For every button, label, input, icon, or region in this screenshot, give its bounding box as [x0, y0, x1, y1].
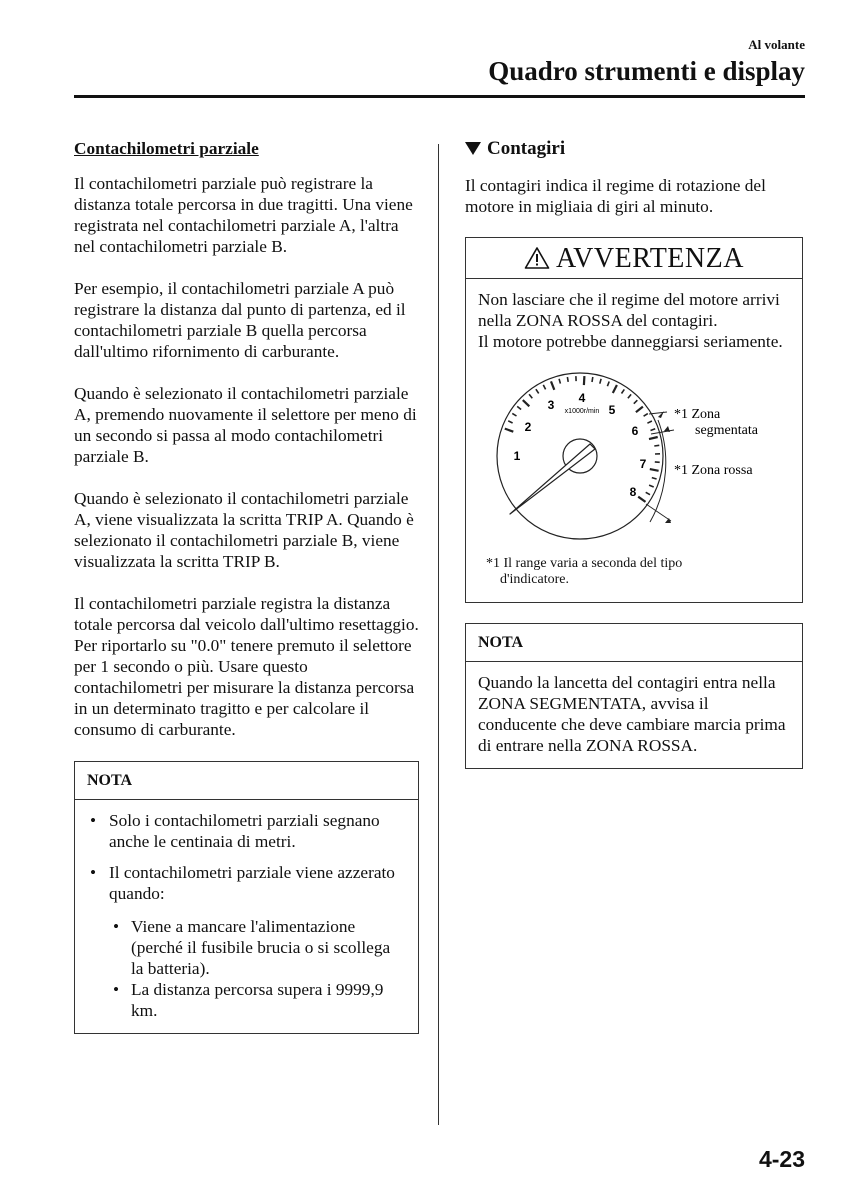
tachometer-diagram — [478, 364, 790, 540]
arc-arrow — [664, 426, 670, 432]
gauge-tick — [529, 394, 532, 398]
gauge-tick — [636, 407, 643, 413]
list-item-text: Solo i contachilometri parziali segnano anche le centinaia di metri. — [109, 811, 380, 851]
note-body — [75, 800, 418, 1033]
gauge-tick — [523, 400, 530, 406]
paragraph: Il contagiri indica il regime di rotazione del motore in migliaia di giri al minuto. — [465, 176, 766, 216]
bullet-list — [87, 810, 406, 1021]
gauge-number: 5 — [608, 403, 616, 417]
gauge-tick — [638, 497, 645, 502]
page-title: Quadro strumenti e display — [488, 56, 805, 86]
header-section: Al volante — [748, 37, 805, 52]
column-divider — [438, 144, 439, 1125]
gauge-tick — [647, 421, 652, 423]
gauge-tick — [622, 389, 625, 393]
list-item — [87, 810, 406, 852]
note-text: Quando la lancetta del contagiri entra nella ZONA SEGMENTATA, avvisa il conducente che deve cambiare marcia prima di entrare nella ZONA ROSSA. — [478, 673, 786, 755]
sub-list-item — [109, 979, 406, 1021]
zone-boundary-line — [649, 412, 667, 414]
gauge-needle — [510, 444, 595, 514]
warning-text: Il motore potrebbe danneggiarsi seriamente. — [478, 332, 783, 351]
gauge-tick — [651, 429, 656, 431]
sub-heading-text: Contagiri — [487, 138, 566, 159]
gauge-tick — [649, 437, 658, 439]
gauge-tick — [646, 492, 650, 494]
footnote — [478, 556, 790, 588]
gauge-tick — [613, 385, 617, 393]
gauge-tick — [649, 485, 654, 487]
gauge-tick — [628, 394, 631, 398]
warning-body — [466, 279, 802, 602]
gauge-number: 3 — [547, 398, 555, 412]
header-rule — [74, 95, 805, 98]
gauge-unit-label: x1000r/min — [564, 408, 600, 415]
gauge-tick — [559, 379, 560, 384]
footnote-line: *1 Il range varia a seconda del tipo — [486, 556, 683, 571]
warning-header — [466, 238, 802, 279]
paragraph: Per esempio, il contachilometri parziale A può registrare la distanza dal punto di partenza, ed il contachilometri parziale B quella percorsa dall'ultimo rifornimento di carburante. — [74, 279, 406, 361]
gauge-tick — [592, 377, 593, 382]
gauge-tick — [607, 382, 609, 387]
gauge-number: 6 — [631, 424, 639, 438]
page-number: 4-23 — [758, 1146, 805, 1172]
sub-list — [109, 916, 406, 1021]
gauge-tick — [543, 385, 545, 390]
warning-triangle-icon — [524, 246, 550, 270]
callout-label: segmentata — [695, 423, 758, 438]
gauge-tick — [644, 414, 648, 417]
gauge-number: 8 — [629, 485, 637, 499]
paragraph: Il contachilometri parziale registra la distanza totale percorsa dal veicolo dall'ultimo resettaggio. Per riportarlo su "0.0" tenere premuto il selettore per 1 secondo o più. Usare questo contachilometri per misurare la distanza percorsa in un determinato tragitto e per calcolare il consumo di carburante. — [74, 594, 419, 739]
note-label: NOTA — [466, 624, 802, 662]
paragraph: Quando è selezionato il contachilometri parziale A, premendo nuovamente il selettore per meno di un secondo si passa al modo contachilometri parziale B. — [74, 384, 417, 466]
gauge-tick — [584, 376, 585, 385]
callout-label: *1 Zona — [674, 407, 721, 422]
tachometer-illustration — [478, 364, 790, 540]
section-heading: Contachilometri parziale — [74, 139, 259, 158]
warning-text: Non lasciare che il regime del motore arrivi nella ZONA ROSSA del contagiri. — [478, 290, 780, 330]
sub-heading — [465, 138, 803, 159]
note-label: NOTA — [75, 762, 418, 800]
list-item-text: Il contachilometri parziale viene azzerato quando: — [109, 863, 395, 903]
gauge-tick — [512, 413, 516, 416]
note-box — [74, 761, 419, 1034]
footnote-line: d'indicatore. — [500, 572, 569, 587]
zone-boundary-line — [646, 504, 671, 521]
left-column — [74, 138, 419, 1034]
callout-label: *1 Zona rossa — [674, 463, 753, 478]
arc-arrow — [658, 411, 664, 418]
gauge-tick — [652, 478, 657, 479]
gauge-tick — [650, 469, 659, 471]
gauge-tick — [505, 429, 514, 432]
list-item — [87, 862, 406, 1021]
paragraph: Quando è selezionato il contachilometri parziale A, viene visualizzata la scritta TRIP A. Quando è selezionato il contachilometri parziale B, viene visualizzata la scritta TRIP B. — [74, 489, 414, 571]
paragraph: Il contachilometri parziale può registrare la distanza totale percorsa in due tragitti. Una viene registrata nel contachilometri parziale A, l'altra nel contachilometri parziale B. — [74, 174, 413, 256]
gauge-number: 2 — [524, 420, 532, 434]
sub-list-item-text: La distanza percorsa supera i 9999,9 km. — [131, 980, 384, 1020]
warning-box — [465, 237, 803, 603]
gauge-tick — [654, 445, 659, 446]
gauge-tick — [517, 406, 521, 409]
gauge-tick — [536, 389, 539, 393]
gauge-tick — [508, 421, 512, 423]
gauge-number: 7 — [639, 457, 647, 471]
gauge-tick — [567, 377, 568, 382]
note-box — [465, 623, 803, 769]
note-body — [466, 662, 802, 768]
right-column — [465, 138, 803, 769]
gauge-tick — [634, 400, 638, 404]
gauge-tick — [551, 381, 554, 389]
triangle-down-icon — [465, 142, 481, 155]
gauge-number: 1 — [513, 449, 521, 463]
warning-label: AVVERTENZA — [556, 242, 744, 274]
sub-list-item — [109, 916, 406, 979]
gauge-number: 4 — [578, 391, 586, 405]
sub-list-item-text: Viene a mancare l'alimentazione (perché il fusibile brucia o si scollega la batteria). — [131, 917, 391, 978]
gauge-tick — [600, 379, 601, 384]
